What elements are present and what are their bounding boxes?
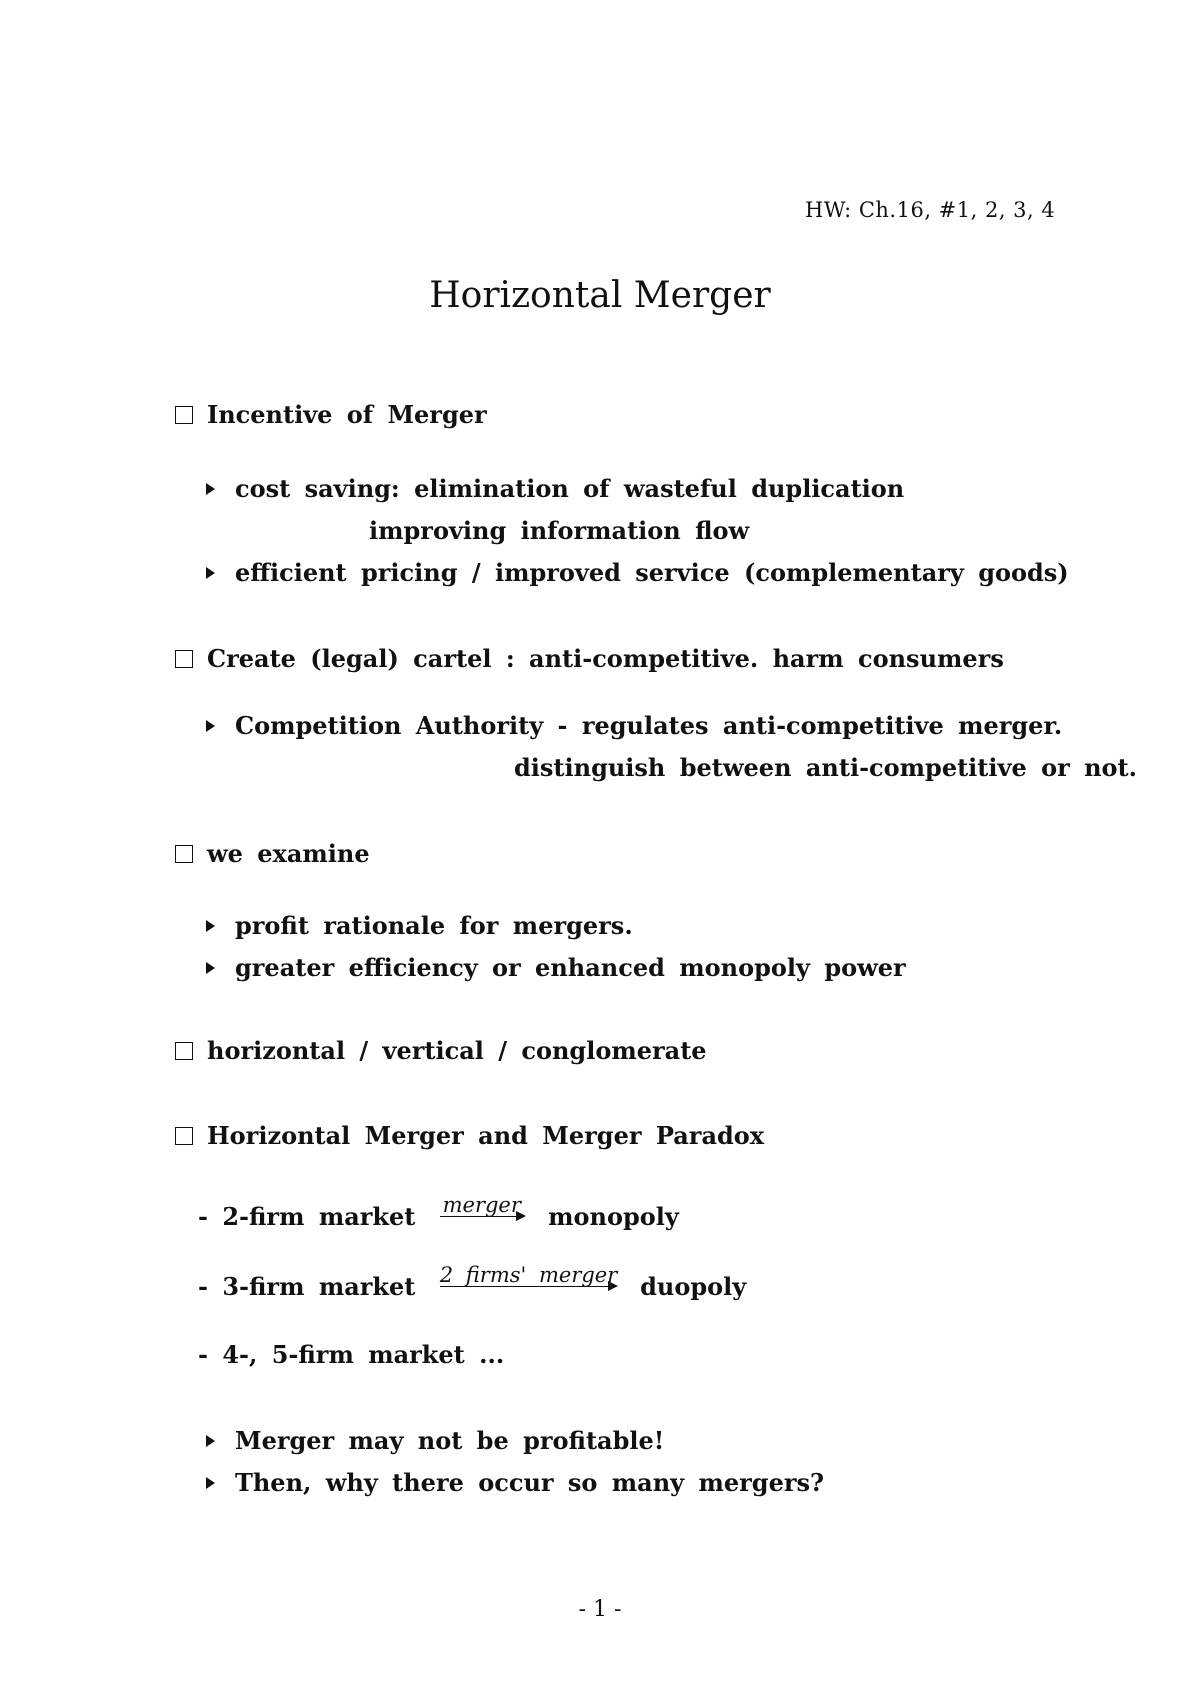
checkbox-icon (175, 1042, 193, 1060)
triangle-bullet-icon (206, 1435, 215, 1447)
bullet-item (206, 1468, 824, 1497)
bullet-text: greater efficiency or enhanced monopoly power (235, 953, 906, 982)
section-heading: horizontal / vertical / conglomerate (207, 1036, 707, 1065)
dash-item-2firm (198, 1193, 679, 1231)
dash-text: - 3-firm market (198, 1272, 416, 1301)
bullet-item (206, 953, 906, 982)
dash-result: monopoly (548, 1202, 679, 1231)
triangle-bullet-icon (206, 483, 215, 495)
bullet-text: Then, why there occur so many mergers? (235, 1468, 825, 1497)
section-merger-paradox (175, 1121, 764, 1150)
arrow-label: merger (442, 1193, 521, 1217)
arrow-shaft (440, 1286, 616, 1287)
section-types (175, 1036, 707, 1065)
bullet-text: Merger may not be profitable! (235, 1426, 665, 1455)
checkbox-icon (175, 650, 193, 668)
section-heading: Create (legal) cartel : anti-competitive. harm consumers (207, 644, 1004, 673)
bullet-item (206, 558, 1069, 587)
triangle-bullet-icon (206, 567, 215, 579)
triangle-bullet-icon (206, 920, 215, 932)
section-heading: Incentive of Merger (207, 400, 487, 429)
bullet-item (206, 474, 904, 503)
page-number: - 1 - (578, 1597, 622, 1622)
arrow-shaft (440, 1216, 524, 1217)
arrow-label: 2 firms' merger (439, 1263, 618, 1287)
page-title: Horizontal Merger (429, 275, 771, 316)
checkbox-icon (175, 406, 193, 424)
merger-arrow-icon (439, 1263, 618, 1295)
bullet-text: cost saving: elimination of wasteful duplication (235, 474, 905, 503)
checkbox-icon (175, 845, 193, 863)
merger-arrow-icon (440, 1193, 524, 1225)
checkbox-icon (175, 1127, 193, 1145)
homework-note: HW: Ch.16, #1, 2, 3, 4 (805, 198, 1056, 222)
triangle-bullet-icon (206, 962, 215, 974)
section-cartel (175, 644, 1004, 673)
dash-item-3firm (198, 1263, 747, 1301)
bullet-continuation: distinguish between anti-competitive or not. (514, 753, 1137, 782)
section-incentive (175, 400, 487, 429)
bullet-text: profit rationale for mergers. (235, 911, 633, 940)
bullet-item (206, 1426, 664, 1455)
dash-result: duopoly (640, 1272, 747, 1301)
dash-text: - 2-firm market (198, 1202, 416, 1231)
triangle-bullet-icon (206, 720, 215, 732)
section-heading: we examine (207, 839, 370, 868)
dash-item-45firm: - 4-, 5-firm market ... (198, 1340, 505, 1369)
section-examine (175, 839, 370, 868)
bullet-item (206, 711, 1062, 740)
bullet-text: efficient pricing / improved service (complementary goods) (235, 558, 1069, 587)
triangle-bullet-icon (206, 1477, 215, 1489)
bullet-continuation: improving information flow (369, 516, 750, 545)
bullet-text: Competition Authority - regulates anti-competitive merger. (235, 711, 1063, 740)
bullet-item (206, 911, 633, 940)
section-heading: Horizontal Merger and Merger Paradox (207, 1121, 765, 1150)
